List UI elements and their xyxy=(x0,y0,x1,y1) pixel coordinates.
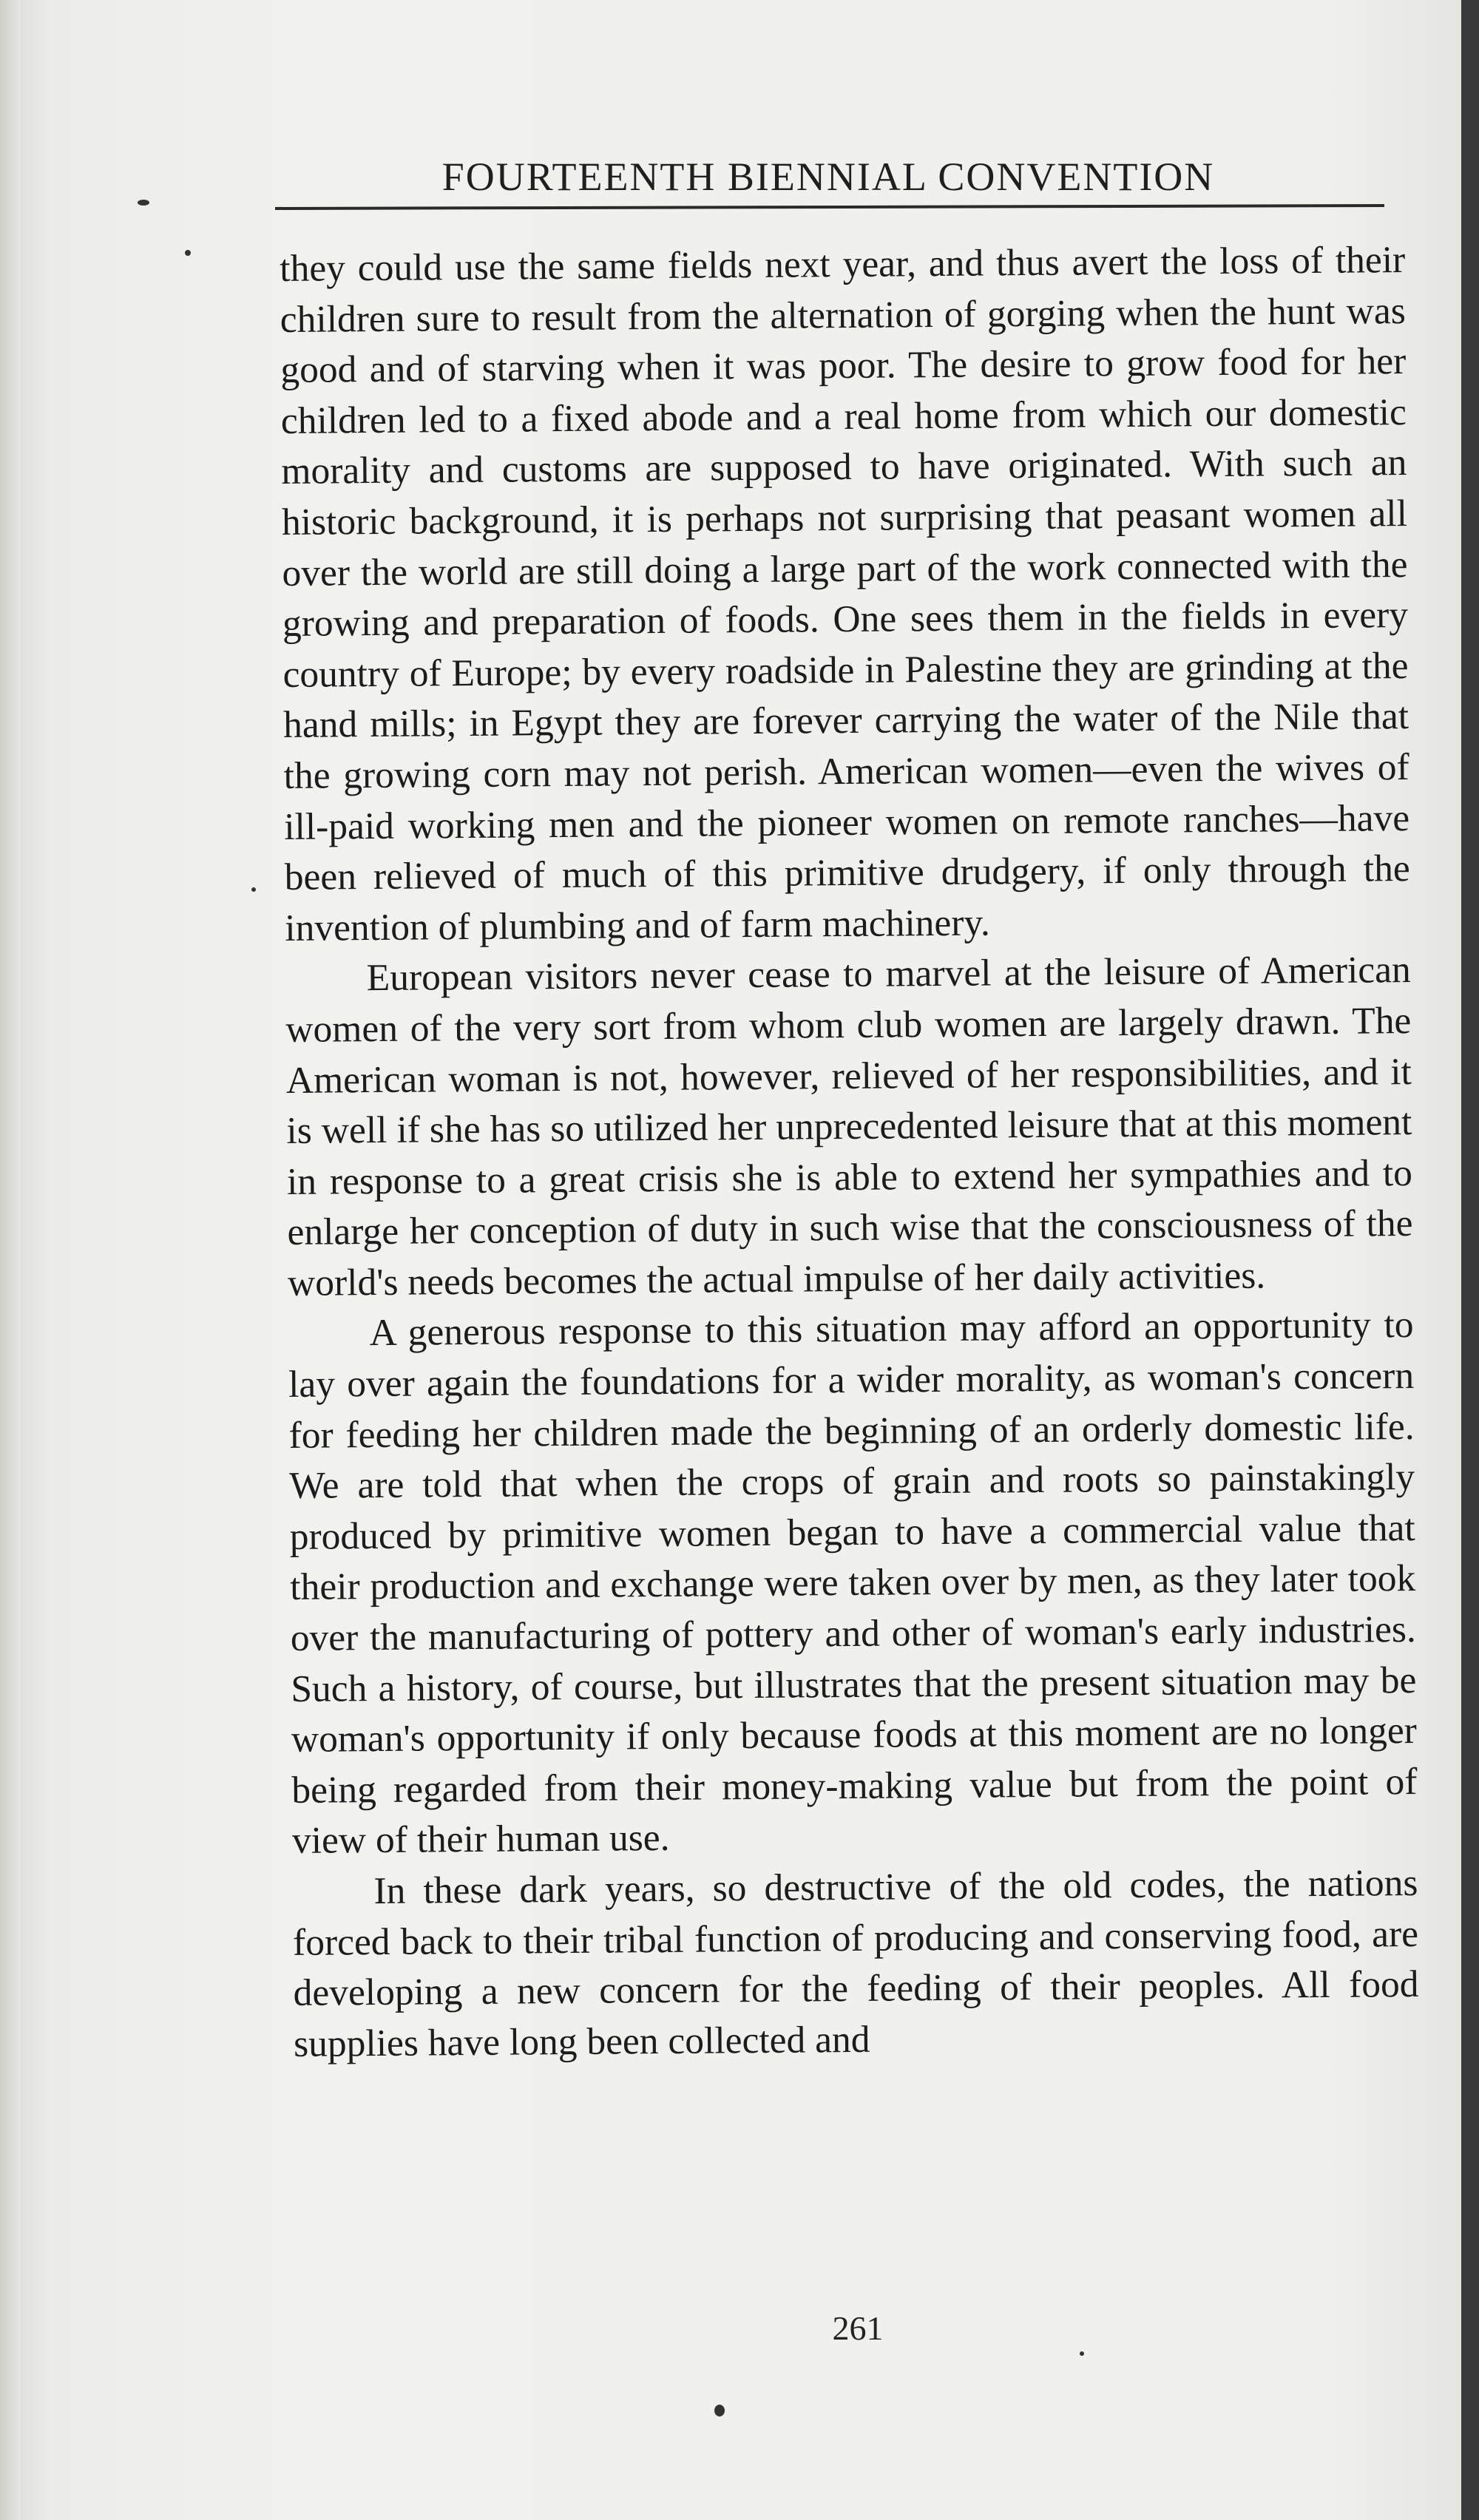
paragraph-1: they could use the same fields next year, and thus avert the loss of their children sure to result from the alternation of gorging when the hunt was good and of starving when it was poor. The desire to grow food for her children led to a fixed abode and a real home from which our domestic morality and customs are supposed to have originated. With such an historic background, it is perhaps not surprising that peasant women all over the world are still doing a large part of the work connected with the growing and preparation of foods. One sees them in the fields in every country of Europe; by every roadside in Palestine they are grinding at the hand mills; in Egypt they are forever carrying the water of the Nile that the growing corn may not perish. American women—even the wives of ill-paid working men and the pioneer women on remote ranches—have been relieved of much of this primitive drudgery, if only through the invention of plumbing and of farm machinery. xyxy=(280,239,1410,949)
ink-speck xyxy=(1080,2351,1084,2356)
paragraph-3: A generous response to this situation may afford an opportunity to lay over again the foundations for a wider morality, as woman's concern for feeding her children made the beginning of an orderly domestic life. We are told that when the crops of grain and roots so painstakingly produced by primitive women began to have a commercial value that their production and exchange were taken over by men, as they later took over the manufacturing of pottery and other of woman's early industries. Such a history, of course, but illustrates that the present situation may be woman's opportunity if only because foods at this moment are no longer being regarded from their money-making value but from the point of view of their human use. xyxy=(288,1304,1418,1863)
page-left-edge xyxy=(0,0,21,2520)
ink-speck xyxy=(251,887,256,892)
paragraph-4: In these dark years, so destructive of the old codes, the nations forced back to their tribal function of producing and conserving food, are developing a new concern for the feeding of their peoples. All food supplies have long been collected and xyxy=(292,1861,1419,2065)
page-right-edge xyxy=(1461,0,1479,2520)
page-number: 261 xyxy=(832,2309,884,2347)
ink-speck xyxy=(138,200,149,206)
ink-speck xyxy=(185,250,191,256)
header-rule xyxy=(275,204,1384,210)
paragraph-2: European visitors never cease to marvel at the leisure of American women of the very sort from whom club women are largely drawn. The American woman is not, however, relieved of her responsibilities, and it is well if she has so utilized her unprecedented leisure that at this moment in response to a great crisis she is able to extend her sympathies and to enlarge her conception of duty in such wise that the consciousness of the world's needs becomes the actual impulse of her daily activities. xyxy=(285,949,1413,1304)
ink-speck xyxy=(714,2405,725,2416)
body-text xyxy=(280,235,1419,2070)
running-header-title: FOURTEENTH BIENNIAL CONVENTION xyxy=(441,155,1215,199)
